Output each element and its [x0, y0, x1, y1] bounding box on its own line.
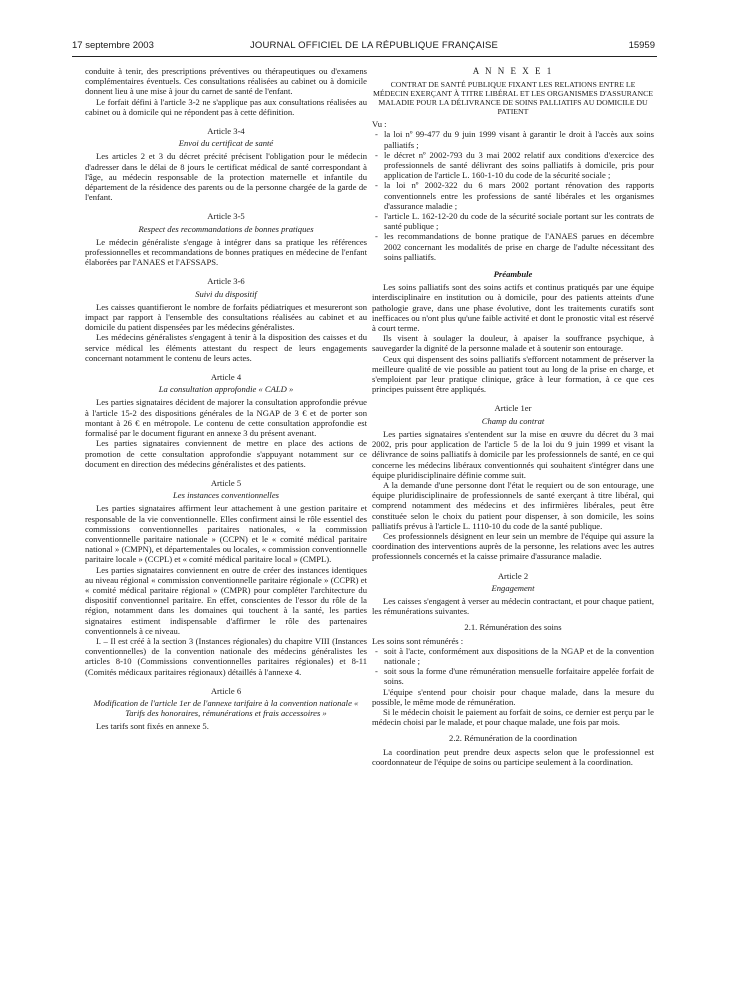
list-item: - soit à l'acte, conformément aux dispositions de la NGAP et de la convention nationale ; — [380, 646, 654, 666]
paragraph: Ils visent à soulager la douleur, à apaiser la souffrance psychique, à sauvegarder la dignité de la personne malade et à soutenir son entourage. — [372, 333, 654, 354]
paragraph: Les parties signataires s'entendent sur la mise en œuvre du décret du 3 mai 2002, pris pour application de l'article 5 de la loi du 9 juin 1999 et visant la délivrance de soins palliatifs à domicile par les professionnels de santé, en ce qui concerne les médecins libéraux conventionnés qui souhaitent s'intégrer dans une équipe pluridisciplinaire définie comme suit. — [372, 428, 654, 480]
article-subtitle: Modification de l'article 1er de l'annexe tarifaire à la convention nationale « Tarifs des honoraires, rémunérations et frais accessoires » — [93, 697, 359, 719]
list-item: - les recommandations de bonne pratique de l'ANAES parues en décembre 2002 concernant les modalités de prise en charge de l'adulte nécessitant des soins palliatifs. — [380, 231, 654, 262]
paragraph: Les médecins généralistes s'engagent à tenir à la disposition des caisses et du service médical les éléments attestant du respect de leurs engagements concernant notamment le contenu de leurs actes. — [85, 332, 367, 363]
paragraph: Les caisses quantifieront le nombre de forfaits pédiatriques et mesureront son impact par rapport à l'ensemble des consultations réalisées au cabinet et au domicile du patient dispensées par les médecins généralistes. — [85, 301, 367, 333]
section-heading: 2.1. Rémunération des soins — [464, 622, 562, 633]
vu-list — [372, 129, 654, 262]
paragraph: Si le médecin choisit le paiement au forfait de soins, ce dernier est perçu par le médecin choisi par le malade, et pour chaque malade, une fois par mois. — [372, 706, 654, 728]
paragraph: Les parties signataires affirment leur attachement à une gestion paritaire et responsable de la vie conventionnelle. Elles confirment ainsi le rôle essentiel des commissions conventionnelles paritaires nationales, « la commission conventionnelle paritaire nationale » (CCPN) et le « comité médical paritaire national » (CMPN), et départementales ou locales, « commission conventionnelle paritaire locale » (CCPL) et « comité médical paritaire local » (CMPL). — [85, 503, 367, 565]
paragraph: Les soins sont rémunérés : — [372, 635, 464, 646]
vu-label: Vu : — [372, 119, 387, 130]
article-subtitle: Suivi du dispositif — [195, 288, 257, 299]
paragraph: Les caisses s'engagent à verser au médecin contractant, et pour chaque patient, les rémunérations suivantes. — [372, 595, 654, 617]
list-item: - la loi nº 99-477 du 9 juin 1999 visant à garantir le droit à l'accès aux soins palliatifs ; — [380, 129, 654, 149]
article-subtitle: Engagement — [491, 582, 535, 593]
annex-title: A N N E X E 1 — [472, 66, 554, 76]
page-number: 15959 — [628, 40, 655, 51]
article-heading: Article 3-4 — [207, 126, 245, 137]
left-column — [85, 66, 367, 732]
paragraph: Le médecin généraliste s'engage à intégrer dans sa pratique les références professionnelles et recommandations de bonnes pratiques en médecine de l'enfant élaborées par l'ANAES et l'AFSSAPS. — [85, 236, 367, 268]
paragraph: Le forfait défini à l'article 3-2 ne s'applique pas aux consultations réalisées au cabinet ou à domicile qui ne répondent pas à cette définition. — [85, 96, 367, 117]
article-heading: Article 1er — [494, 403, 532, 414]
paragraph: La coordination peut prendre deux aspects selon que le professionnel est coordonnateur de l'équipe de soins ou participe seulement à la coordination. — [372, 746, 654, 767]
paragraph: Ceux qui dispensent des soins palliatifs s'efforcent notamment de préserver la meilleure qualité de vie possible au patient tout au long de la prise en charge, et s'emploient par leur pratique clinique, grâce à leur formation, à ce que ces principes puissent être appliqués. — [372, 353, 654, 395]
paragraph: Les articles 2 et 3 du décret précité précisent l'obligation pour le médecin d'adresser dans le délai de 8 jours le certificat médical de santé correspondant à l'âge, au médecin responsable de la protection maternelle et infantile du département de la résidence des parents ou de la personne chargée de la garde de l'enfant. — [85, 151, 367, 203]
right-column — [372, 66, 654, 767]
article-heading: Article 3-5 — [207, 211, 245, 222]
list-item: - soit sous la forme d'une rémunération mensuelle forfaitaire appelée forfait de soins. — [380, 666, 654, 686]
paragraph: Les parties signataires conviennent de mettre en place des actions de promotion de cette consultation approfondie s'appuyant notamment sur ce document en direction des médecins généralistes et des patients. — [85, 438, 367, 469]
contract-title: CONTRAT DE SANTÉ PUBLIQUE FIXANT LES RELATIONS ENTRE LE MÉDECIN EXERÇANT À TITRE LIBÉRAL ET LES ORGANISMES D'ASSURANCE MALADIE POUR LA DÉLIVRANCE DE SOINS PALLIATIFS AU DOMICILE DU PATIENT — [372, 80, 654, 117]
article-subtitle: Envoi du certificat de santé — [178, 138, 274, 149]
paragraph: Les parties signataires décident de majorer la consultation approfondie prévue à l'article 15-2 des dispositions générales de la NGAP de 3 € et de porter son montant à 26 € en métropole. Le contenu de cette consultation approfondie est formalisé par le document figurant en annexe 3 du présent avenant. — [85, 397, 367, 439]
preamble-heading: Préambule — [493, 269, 533, 280]
paragraph: Les soins palliatifs sont des soins actifs et continus pratiqués par une équipe interdisciplinaire en institution ou à domicile, pour des patients atteints d'une pathologie grave, dans une phase évolutive, dont les traitements curatifs sont inefficaces ou n'ont plus qu'une faible activité et dont le pronostic vital est réservé à court terme. — [372, 282, 654, 334]
list-item: - le décret nº 2002-793 du 3 mai 2002 relatif aux conditions d'exercice des professionnels de santé délivrant des soins palliatifs à domicile, pris pour application de l'article L. 160-1-10 du code de la sécurité sociale ; — [380, 150, 654, 181]
paragraph: Les tarifs sont fixés en annexe 5. — [96, 721, 209, 732]
article-heading: Article 3-6 — [207, 276, 245, 287]
article-heading: Article 6 — [210, 685, 242, 696]
header-rule — [72, 56, 657, 57]
list-item: - la loi nº 2002-322 du 6 mars 2002 portant rénovation des rapports conventionnels entre les professions de santé libérales et les organismes d'assurance maladie ; — [380, 180, 654, 211]
paragraph: L'équipe s'entend pour choisir pour chaque malade, dans la mesure du possible, le même mode de rémunération. — [372, 686, 654, 707]
paragraph: I. – Il est créé à la section 3 (Instances régionales) du chapitre VIII (Instances conventionnelles) de la convention nationale des médecins généralistes les articles 8-10 (Commissions conventionnelles paritaires régionales) et 8-11 (Comités médicaux paritaires régionaux) détaillés à l'annexe 4. — [85, 635, 367, 677]
article-subtitle: Champ du contrat — [481, 415, 545, 426]
paragraph: Ces professionnels désignent en leur sein un membre de l'équipe qui assure la coordination des interventions auprès de la personne, les relations avec les autres professionnels concernés et la caisse primaire d'assurance maladie. — [372, 530, 654, 562]
list-item: - l'article L. 162-12-20 du code de la sécurité sociale portant sur les contrats de santé publique ; — [380, 211, 654, 231]
article-subtitle: Les instances conventionnelles — [173, 490, 279, 501]
page-header — [0, 40, 748, 56]
article-heading: Article 4 — [210, 372, 242, 383]
header-date: 17 septembre 2003 — [72, 40, 154, 51]
header-title: JOURNAL OFFICIEL DE LA RÉPUBLIQUE FRANÇAISE — [249, 40, 499, 51]
section-heading: 2.2. Rémunération de la coordination — [449, 733, 577, 744]
paragraph: A la demande d'une personne dont l'état le requiert ou de son entourage, une équipe pluridisciplinaire de professionnels de santé exerçant à titre libéral, qui comprend notamment des médecins et des infirmières libérales, peut être constituée selon le choix du patient pour dispenser, à son domicile, les soins palliatifs prévus à l'article L. 1110-10 du code de la santé publique. — [372, 479, 654, 531]
article-subtitle: Respect des recommandations de bonnes pratiques — [138, 223, 314, 234]
paragraph: conduite à tenir, des prescriptions préventives ou thérapeutiques ou d'examens complémentaires éventuels. Ces consultations réalisées au cabinet ou à domicile donnent lieu à une mise à jour du carnet de santé de l'enfant. — [85, 66, 367, 97]
article-subtitle: La consultation approfondie « CALD » — [158, 384, 294, 395]
paragraph: Les parties signataires conviennent en outre de créer des instances identiques au niveau régional « commission conventionnelle paritaire régionale » (CCPR) et « comité médical paritaire régional » (CMPR) pour compléter l'architecture du dispositif conventionnel paritaire. En effet, conscientes de l'essor du rôle de la région, notamment dans les domaines qui touchent à la santé, les parties signataires estiment indispensable d'affirmer le rôle des partenaires conventionnels à ce niveau. — [85, 564, 367, 636]
article-heading: Article 2 — [497, 570, 529, 581]
remuneration-list — [372, 646, 654, 687]
article-heading: Article 5 — [210, 477, 242, 488]
